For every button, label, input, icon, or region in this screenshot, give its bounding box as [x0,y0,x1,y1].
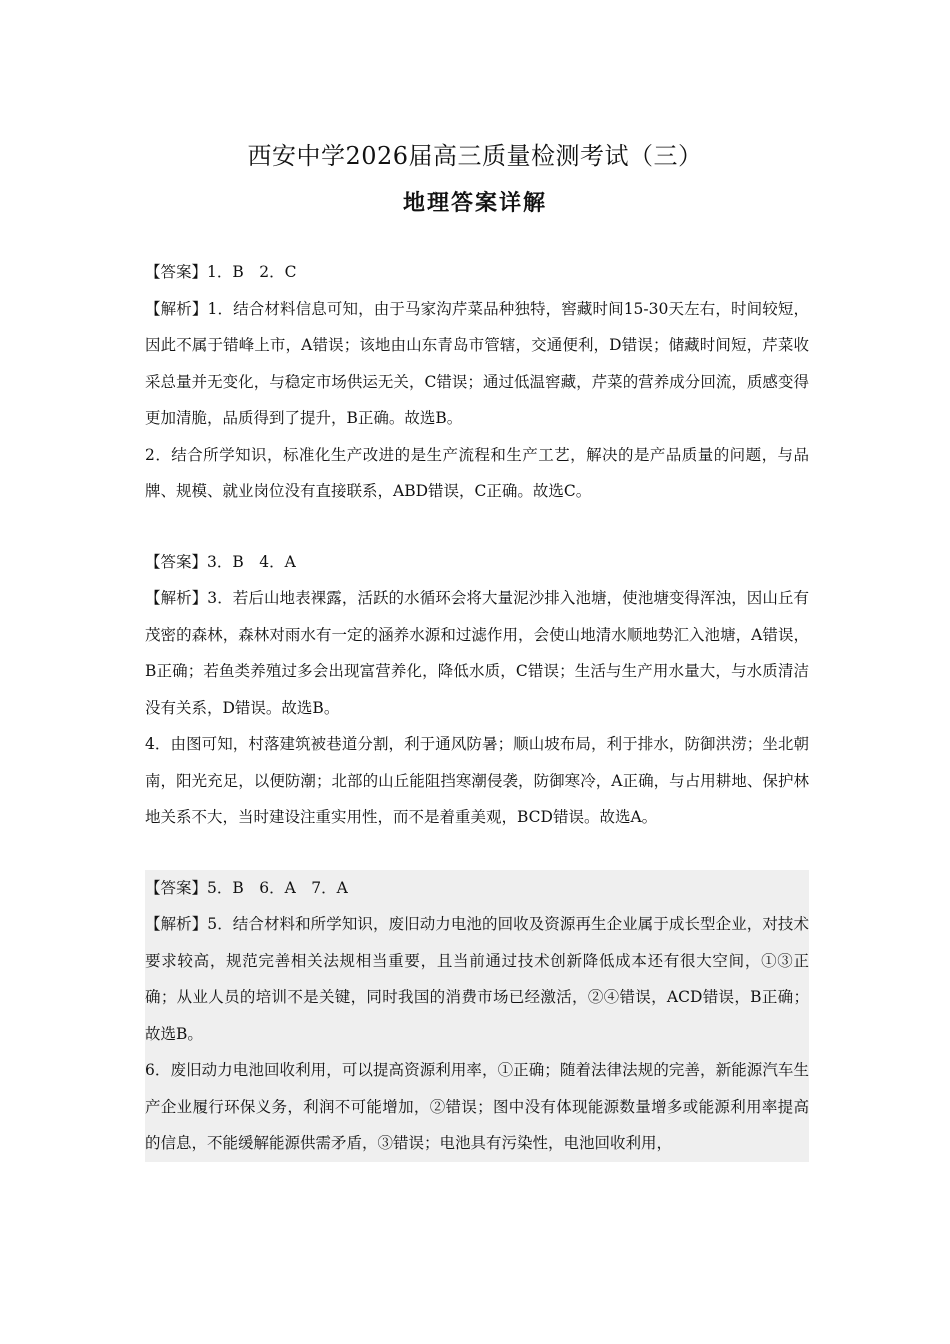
answer-content [145,254,809,1162]
answer-line: 【答案】3．B 4．A [145,552,296,571]
analysis-paragraph: 【解析】3．若后山地表裸露，活跃的水循环会将大量泥沙排入池塘，使池塘变得浑浊，因山丘有茂密的森林，森林对雨水有一定的涵养水源和过滤作用，会使山地清水顺地势汇入池塘，A错误，B正确；若鱼类养殖过多会出现富营养化，降低水质，C错误；生活与生产用水量大，与水质清洁没有关系，D错误。故选B。 [145,589,809,717]
answer-line: 【答案】1．B 2．C [145,263,297,281]
document-subtitle: 地理答案详解 [402,190,547,216]
document-title: 西安中学2026届高三质量检测考试（三） [247,142,703,170]
answer-section-1 [145,254,809,510]
answer-line: 【答案】5．B 6．A 7．A [145,878,348,897]
analysis-paragraph: 4．由图可知，村落建筑被巷道分割，利于通风防暑；顺山坡布局，利于排水，防御洪涝；坐北朝南，阳光充足，以便防潮；北部的山丘能阻挡寒潮侵袭，防御寒冷，A正确，与占用耕地、保护林地关系不大，当时建设注重实用性，而不是着重美观，BCD错误。故选A。 [145,735,809,826]
section-spacer [145,510,809,544]
analysis-paragraph: 6．废旧动力电池回收利用，可以提高资源利用率，①正确；随着法律法规的完善，新能源汽车生产企业履行环保义务，利润不可能增加，②错误；图中没有体现能源数量增多或能源利用率提高的信息，不能缓解能源供需矛盾，③错误；电池具有污染性，电池回收利用， [145,1061,809,1152]
analysis-paragraph: 【解析】5．结合材料和所学知识，废旧动力电池的回收及资源再生企业属于成长型企业，对技术要求较高，规范完善相关法规相当重要，且当前通过技术创新降低成本还有很大空间，①③正确；从业人员的培训不是关键，同时我国的消费市场已经激活，②④错误，ACD错误，B正确；故选B。 [145,915,809,1043]
answer-section-3 [145,870,809,1162]
analysis-paragraph: 【解析】1．结合材料信息可知，由于马家沟芹菜品种独特，窖藏时间15-30天左右，时间较短，因此不属于错峰上市，A错误；该地由山东青岛市管辖，交通便利，D错误；储藏时间短，芹菜收采总量并无变化，与稳定市场供运无关，C错误；通过低温窖藏，芹菜的营养成分回流，质感变得更加清脆，品质得到了提升，B正确。故选B。 [145,299,809,427]
answer-section-2 [145,544,809,836]
analysis-paragraph: 2．结合所学知识，标准化生产改进的是生产流程和生产工艺，解决的是产品质量的问题，与品牌、规模、就业岗位没有直接联系，ABD错误，C正确。故选C。 [145,445,809,500]
section-spacer [145,836,809,870]
